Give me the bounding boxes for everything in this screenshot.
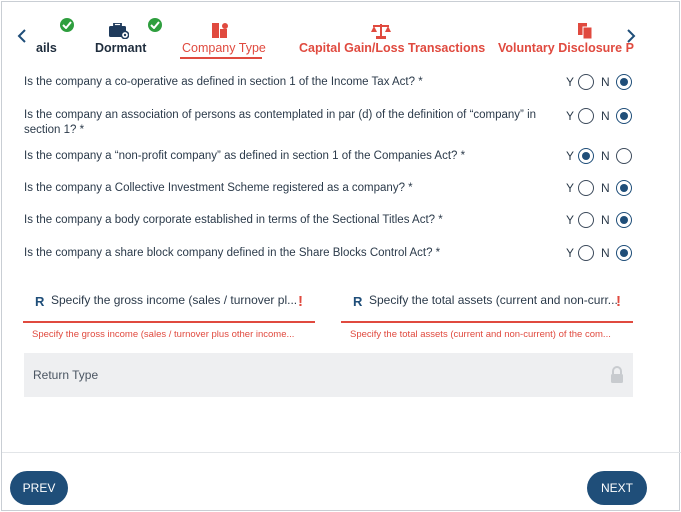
- tab-label: ails: [36, 41, 57, 55]
- tab-dormant[interactable]: [94, 2, 174, 62]
- tab-strip: [2, 2, 681, 62]
- question-text: Is the company a co-operative as defined in section 1 of the Income Tax Act? *: [24, 76, 423, 88]
- yes-radio[interactable]: [578, 180, 594, 196]
- tab-label: Capital Gain/Loss Transactions: [299, 41, 486, 55]
- no-radio[interactable]: [616, 245, 632, 261]
- yes-label: Y: [566, 75, 575, 89]
- yes-radio[interactable]: [578, 212, 594, 228]
- field-label: Specify the gross income (sales / turnover pl...: [51, 293, 298, 307]
- yes-radio[interactable]: [578, 108, 594, 124]
- no-label: N: [601, 181, 610, 195]
- no-radio[interactable]: [616, 74, 632, 90]
- question-text: Is the company a share block company defined in the Share Blocks Control Act? *: [24, 247, 441, 259]
- no-label: N: [601, 109, 610, 123]
- question-text: Is the company an association of persons as contemplated in par (d) of the definition of “company” in section 1? *: [24, 109, 537, 136]
- tab-capital-gain-loss[interactable]: [299, 2, 486, 62]
- tab-company-type[interactable]: [180, 2, 266, 62]
- question-text: Is the company a “non-profit company” as defined in section 1 of the Companies Act? *: [24, 150, 466, 162]
- wizard-frame: [1, 1, 680, 511]
- yes-radio[interactable]: [578, 245, 594, 261]
- question-text: Is the company a body corporate established in terms of the Sectional Titles Act? *: [24, 214, 443, 226]
- yes-label: Y: [566, 181, 575, 195]
- tab-label: Voluntary Disclosure P: [498, 41, 634, 55]
- tab-label: Dormant: [95, 41, 147, 55]
- return-type-label: Return Type: [33, 368, 99, 382]
- yes-label: Y: [566, 246, 575, 260]
- footer-divider: [2, 452, 681, 453]
- error-icon: !: [616, 293, 621, 310]
- yes-radio[interactable]: [578, 74, 594, 90]
- no-label: N: [601, 246, 610, 260]
- total-assets-field[interactable]: [341, 285, 633, 323]
- no-label: N: [601, 149, 610, 163]
- no-label: N: [601, 75, 610, 89]
- prev-button[interactable]: PREV: [10, 471, 68, 505]
- yes-label: Y: [566, 213, 575, 227]
- completed-check-icon: [60, 18, 74, 32]
- active-tab-indicator: [180, 57, 262, 59]
- yes-label: Y: [566, 149, 575, 163]
- no-radio[interactable]: [616, 212, 632, 228]
- currency-prefix: R: [35, 294, 45, 309]
- tab-details[interactable]: [36, 2, 76, 62]
- gross-income-field[interactable]: [23, 285, 315, 323]
- error-icon: !: [298, 293, 303, 310]
- lock-icon: [610, 366, 624, 389]
- no-radio[interactable]: [616, 148, 632, 164]
- tab-scroll-right-icon[interactable]: [626, 28, 640, 48]
- currency-prefix: R: [353, 294, 363, 309]
- next-button[interactable]: NEXT: [587, 471, 647, 505]
- gross-income-error: Specify the gross income (sales / turnover plus other income...: [32, 329, 295, 340]
- total-assets-error: Specify the total assets (current and non-current) of the com...: [350, 329, 611, 340]
- completed-check-icon: [148, 18, 162, 32]
- question-text: Is the company a Collective Investment Scheme registered as a company? *: [24, 182, 413, 194]
- no-radio[interactable]: [616, 108, 632, 124]
- tab-scroll-left-icon[interactable]: [17, 28, 31, 48]
- yes-radio[interactable]: [578, 148, 594, 164]
- field-label: Specify the total assets (current and non-curr...: [369, 293, 618, 307]
- no-label: N: [601, 213, 610, 227]
- return-type-field: [24, 353, 633, 397]
- no-radio[interactable]: [616, 180, 632, 196]
- tab-label: Company Type: [182, 41, 266, 55]
- yes-label: Y: [566, 109, 575, 123]
